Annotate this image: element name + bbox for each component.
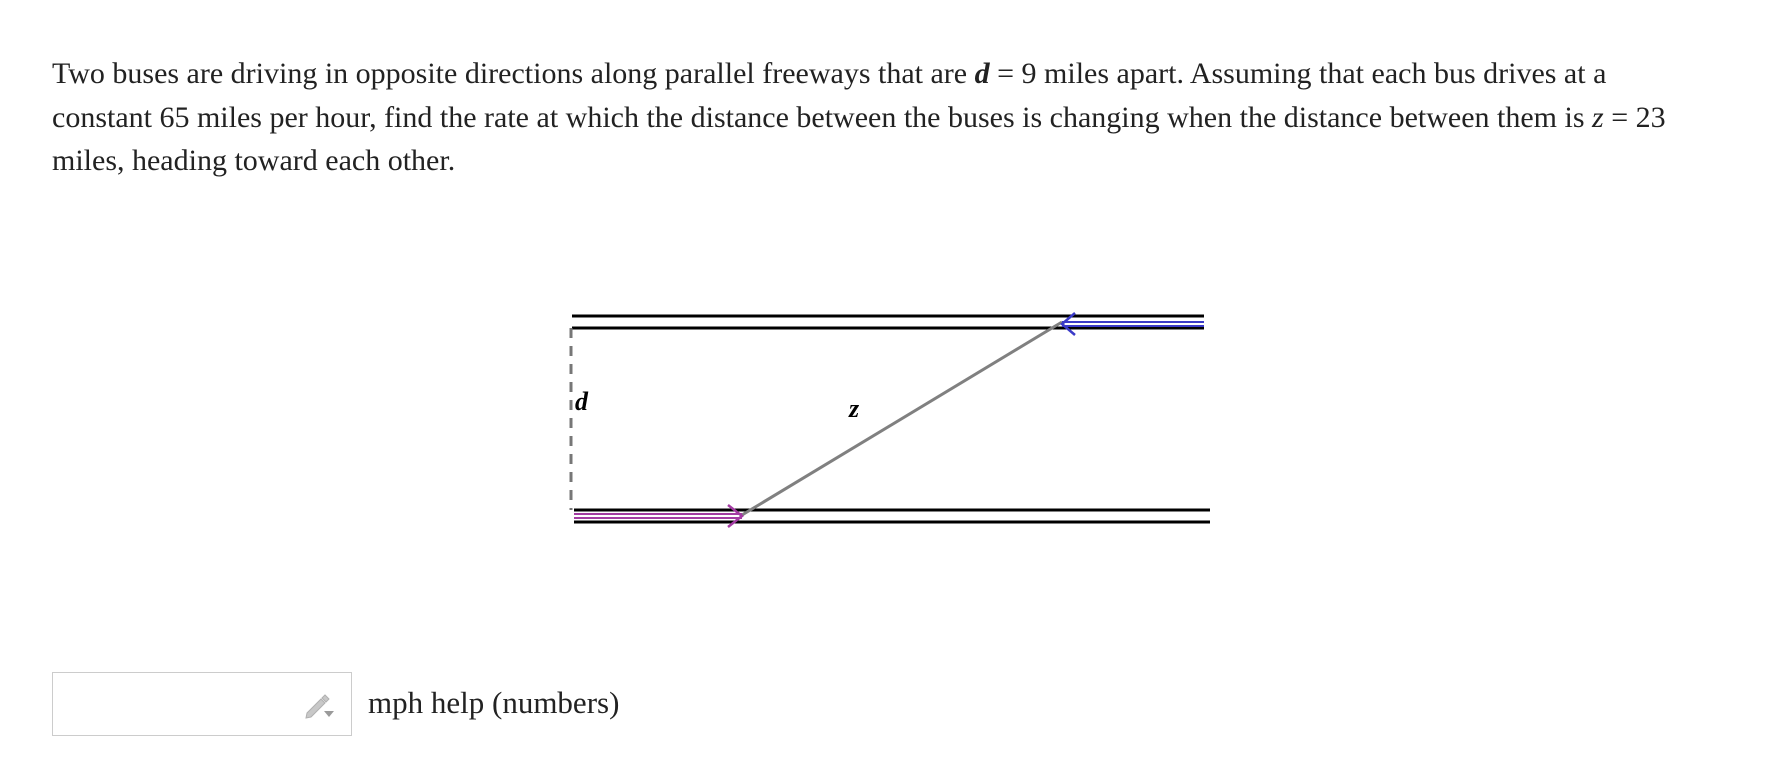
- problem-part2: miles apart. Assuming that each bus drives at a constant 65 miles per hour, find the rate at which the distance between the buses is changing when the distance between them is: [52, 57, 1607, 134]
- bus-diagram: [560, 300, 1220, 540]
- problem-part1: Two buses are driving in opposite directions along parallel freeways that are: [52, 57, 975, 90]
- answer-input[interactable]: [53, 673, 293, 735]
- z-value: 23: [1635, 100, 1666, 134]
- equals-d: =: [989, 57, 1022, 90]
- pencil-dropdown-icon[interactable]: [303, 691, 337, 721]
- problem-part3: miles, heading toward each other.: [52, 144, 456, 177]
- equals-z: =: [1603, 100, 1636, 134]
- z-diagonal-line: [742, 322, 1062, 515]
- answer-field[interactable]: [52, 672, 352, 736]
- var-d: d: [974, 57, 990, 90]
- bus-diagram-svg: [560, 300, 1220, 540]
- bottom-bus-arrowhead: [728, 505, 742, 527]
- pencil-icon: [303, 691, 337, 721]
- answer-unit-row: [368, 683, 619, 723]
- unit-label: mph: [368, 685, 424, 720]
- label-d: d: [575, 387, 588, 416]
- label-z: z: [849, 394, 860, 423]
- help-link[interactable]: help (numbers): [430, 685, 620, 720]
- var-z: z: [1592, 100, 1604, 134]
- problem-text: [52, 52, 1702, 183]
- d-value: 9: [1021, 57, 1037, 90]
